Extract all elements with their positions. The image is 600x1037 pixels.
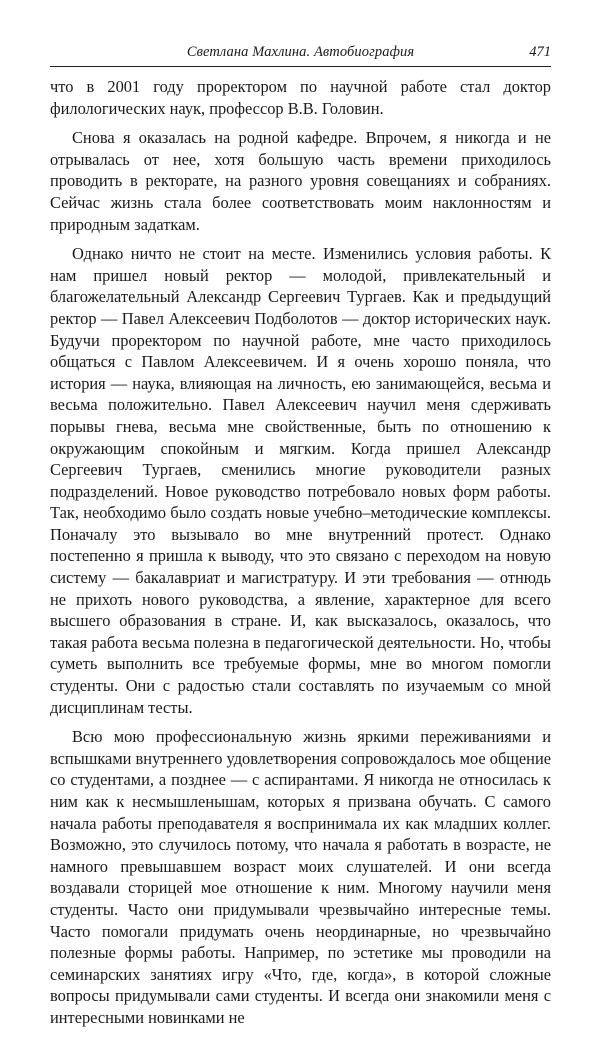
body-text [50,76,551,1037]
paragraph-continued: что в 2001 году проректором по научной работе стал доктор филологических наук, профессор В.В. Головин. [50,77,551,118]
paragraph: Всю мою профессиональную жизнь яркими переживаниями и вспышками внутреннего удовлетворения сопровождалось мое общение со студентами, а позднее — с аспирантами. Я никогда не относилась к ним как к несмышленышам, которых я призвана обучать. С самого начала работы преподавателя я воспринимала их как младших коллег. Возможно, это случилось потому, что начала я работать в возрасте, не намного превышавшем возраст моих слушателей. И они всегда воздавали сторицей мое отношение к ним. Многому научили меня студенты. Часто они придумывали чрезвычайно интересные темы. Часто помогали придумать очень неординарные, но чрезвычайно полезные формы работы. Например, по эстетике мы проводили на семинарских занятиях игру «Что, где, когда», в которой сложные вопросы придумывали сами студенты. И всегда они знакомили меня с интересными новинками не [50,727,551,1027]
paragraph: Однако ничто не стоит на месте. Изменились условия работы. К нам пришел новый ректор — молодой, привлекательный и благожелательный Александр Сергеевич Тургаев. Как и предыдущий ректор — Павел Алексеевич Подболотов — доктор исторических наук. Будучи проректором по научной работе, мне часто приходилось общаться с Павлом Алексеевичем. И я очень хорошо поняла, что история — наука, влияющая на личность, ею занимающейся, весьма и весьма положительно. Павел Алексеевич научил меня сдерживать порывы гнева, весьма мне свойственные, быть по отношению к окружающим спокойным и мягким. Когда пришел Александр Сергеевич Тургаев, сменились многие руководители разных подразделений. Новое руководство потребовало новых форм работы. Так, необходимо было создать новые учебно–методические комплексы. Поначалу это вызывало во мне внутренний протест. Однако постепенно я пришла к выводу, что это связано с переходом на новую систему — бакалавриат и магистратуру. И эти требования — отнюдь не прихоть нового руководства, а явление, характерное для всего высшего образования в стране. И, как высказалось, оказалось, что такая работа весьма полезна в педагогической деятельности. Но, чтобы суметь выполнить все требуемые формы, мне во многом помогли студенты. Они с радостью стали составлять по изучаемым со мной дисциплинам тесты. [50,244,551,717]
paragraph: Снова я оказалась на родной кафедре. Впрочем, я никогда и не отрывалась от нее, хотя большую часть времени приходилось проводить в ректорате, на разного уровня совещаниях и собраниях. Сейчас жизнь стала более соответствовать моим наклонностям и природным задаткам. [50,128,551,234]
page-number: 471 [529,44,551,60]
running-title: Светлана Махлина. Автобиография [186,44,415,60]
running-header [50,40,551,67]
